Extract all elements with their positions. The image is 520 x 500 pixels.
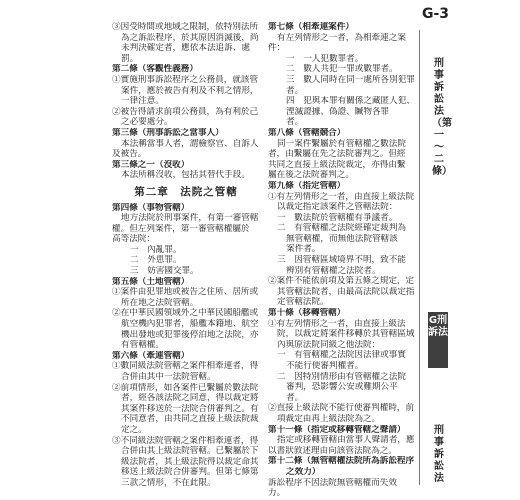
text-line: 二 數人共犯一罪或數罪者。 <box>286 64 398 75</box>
text-line: 定之。 <box>121 424 147 435</box>
text-line: 罰。 <box>121 53 139 64</box>
text-line: 屬在後之法院審判之。 <box>268 170 354 181</box>
text-line: 三款之情形，不在此限。 <box>121 477 216 488</box>
text-line: 內與原法院同級之他法院： <box>277 339 381 350</box>
text-line: 審判，恐影響公安或難期公平 <box>286 382 398 393</box>
text-line: 一 有管轄權之法院因法律或事實 <box>277 350 406 361</box>
text-line: 者。 <box>286 85 304 96</box>
text-line: 件： <box>268 43 286 54</box>
text-line: 者，由繫屬在先之法院審判之。但經 <box>268 149 406 160</box>
text-line: 之必要處分。 <box>121 117 173 128</box>
text-line: 三 數人同時在同一處所各別犯罪 <box>286 74 415 85</box>
text-line: ②直接上級法院不能行使審判權時，前 <box>268 403 415 414</box>
text-line: 移送上級法院合併審判。但第七條第 <box>121 467 259 478</box>
text-line: 所在地之法院管轄。 <box>121 297 199 308</box>
article-heading: 第二條（客觀性義務） <box>112 64 198 75</box>
text-line: ①有左列情形之一者，由直接上級法 <box>268 318 406 329</box>
right-column <box>268 22 418 499</box>
text-line: 高等法院： <box>112 234 155 245</box>
text-line: 以裁定指定該案件之管轄法院： <box>277 202 398 213</box>
article-heading: 第七條（相牽連案件） <box>268 22 354 32</box>
text-line: 二 因特別情形由有管轄權之法院 <box>277 371 406 382</box>
text-line: 指定或移轉管轄由當事人聲請者，應 <box>277 435 415 446</box>
text-line: 三 妨害國交罪。 <box>130 266 199 277</box>
text-line: ①實施刑事訴訟程序之公務員，就該管 <box>112 74 259 85</box>
text-line: 級法院者，其上級法院得以裁定命其 <box>121 456 259 467</box>
article-heading: 第三條（刑事訴訟之當事人） <box>112 127 224 138</box>
article-heading: 第六條（牽連管轄） <box>112 350 190 361</box>
text-line: 機出發地或犯罪後停泊地之法院，亦 <box>121 329 259 340</box>
text-line: 者。 <box>286 392 304 403</box>
text-line: 以書狀敘述理由向該管法院為之。 <box>268 445 397 456</box>
text-line: 一 數法院於管轄權有爭議者。 <box>277 212 398 223</box>
text-line: ②案件不能依前項及第五條之規定，定 <box>268 276 415 287</box>
text-line: ①數同級法院管轄之案件相牽連者，得 <box>112 361 259 372</box>
text-line: 者。 <box>286 117 304 128</box>
text-line: 本法所稱沒收，包括其替代手段。 <box>121 170 250 181</box>
text-line: ②被告得請求前項公務員，為有利於己 <box>112 106 259 117</box>
text-line: 權。但左列案件，第一審管轄權屬於 <box>112 223 250 234</box>
text-line: 一 內亂罪。 <box>130 244 182 255</box>
text-line: 訴訟程序不因法院無管轄權而失效 <box>268 477 397 488</box>
text-line: 及被告。 <box>112 149 147 160</box>
article-heading: 第十條（移轉管轄） <box>268 308 346 319</box>
article-heading: 第三條之一（沒收） <box>112 159 190 170</box>
article-heading: 第八條（管轄競合） <box>268 127 346 138</box>
text-line: ③不同級法院管轄之案件相牽連者，得 <box>112 435 259 446</box>
side-title: 刑事訴訟法（第一～二條） <box>432 58 452 177</box>
text-line: 一 一人犯數罪者。 <box>286 53 364 64</box>
text-line: 二 有管轄權之法院經確定裁判為 <box>277 223 406 234</box>
left-column <box>112 22 260 489</box>
text-line: 不同意者，由共同之直接上級法院裁 <box>121 414 259 425</box>
text-line: 其管轄法院者，由最高法院以裁定指 <box>277 286 415 297</box>
text-line: 院，以裁定將案件移轉於其管轄區域 <box>277 329 415 340</box>
article-heading: 之效力） <box>286 466 321 477</box>
text-line: 三 因管轄區域境界不明，致不能 <box>277 255 406 266</box>
text-line: 航空機內犯罪者，船艦本籍地、航空 <box>121 319 259 330</box>
text-line: 力。 <box>268 488 286 499</box>
text-line: 無管轄權，而無他法院管轄該 <box>286 233 398 244</box>
section-tab: G刑訴法 <box>428 312 448 368</box>
text-line: 合併由其上級法院管轄。已繫屬於下 <box>121 446 259 457</box>
text-line: 案件，應於被告有利及不利之情形， <box>121 85 259 96</box>
text-line: ②在中華民國領域外之中華民國船艦或 <box>112 308 259 319</box>
side-bottom-title: 刑事訴訟法 <box>434 425 444 484</box>
article-heading: 第十二條（無管轄權法院所為訴訟程序 <box>268 456 415 467</box>
article-heading: 第十一條（指定或移轉管轄之聲請） <box>268 424 406 435</box>
text-line: 一律注意。 <box>121 96 164 107</box>
text-line: 項裁定由再上級法院為之。 <box>277 413 381 424</box>
text-line: 為之訴訟程序，於其原因消滅後，尚 <box>121 32 259 43</box>
text-line: 湮滅證據、偽證、贓物各罪 <box>286 106 390 117</box>
text-line: 不能行使審判權者。 <box>286 361 364 371</box>
article-heading: 第四條（事物管轄） <box>112 202 190 213</box>
text-line: 同一案件繫屬於有管轄權之數法院 <box>277 138 406 149</box>
text-line: 合併由其中一法院管轄。 <box>121 372 216 382</box>
text-line: ①案件由犯罪地或被告之住所、居所或 <box>112 287 259 298</box>
text-line: ②前項情形，如各案件已繫屬於數法院 <box>112 382 259 393</box>
chapter-heading: 第二章 法院之管轄 <box>134 185 238 198</box>
text-line: 未判決確定者，應依本法追訴、處 <box>121 43 250 54</box>
text-line: 有管轄權。 <box>121 340 164 351</box>
text-line: 辨別有管轄權之法院者。 <box>286 265 381 276</box>
text-line: 其案件移送於一法院合併審判之。有 <box>121 403 259 414</box>
text-line: 共同之直接上級法院裁定，亦得由繫 <box>268 159 406 170</box>
text-line: 者，經各該法院之同意，得以裁定將 <box>121 393 259 404</box>
text-line: ③因受時間或地域之限制，依特別法所 <box>112 22 259 32</box>
text-line: 案件者。 <box>286 244 321 255</box>
text-line: 四 犯與本罪有關係之藏匿人犯、 <box>286 96 415 107</box>
text-line: 本法稱當事人者，謂檢察官、自訴人 <box>121 138 259 149</box>
text-line: 有左列情形之一者，為相牽連之案 <box>277 32 406 43</box>
text-line: ①有左列情形之一者，由直接上級法院 <box>268 191 415 202</box>
text-line: 二 外患罪。 <box>130 255 182 266</box>
page-number: G-3 <box>422 6 450 22</box>
margin-divider <box>419 30 420 485</box>
text-line: 定管轄法院。 <box>277 297 329 308</box>
text-line: 地方法院於刑事案件，有第一審管轄 <box>121 213 259 224</box>
article-heading: 第五條（土地管轄） <box>112 276 190 287</box>
article-heading: 第九條（指定管轄） <box>268 180 346 191</box>
